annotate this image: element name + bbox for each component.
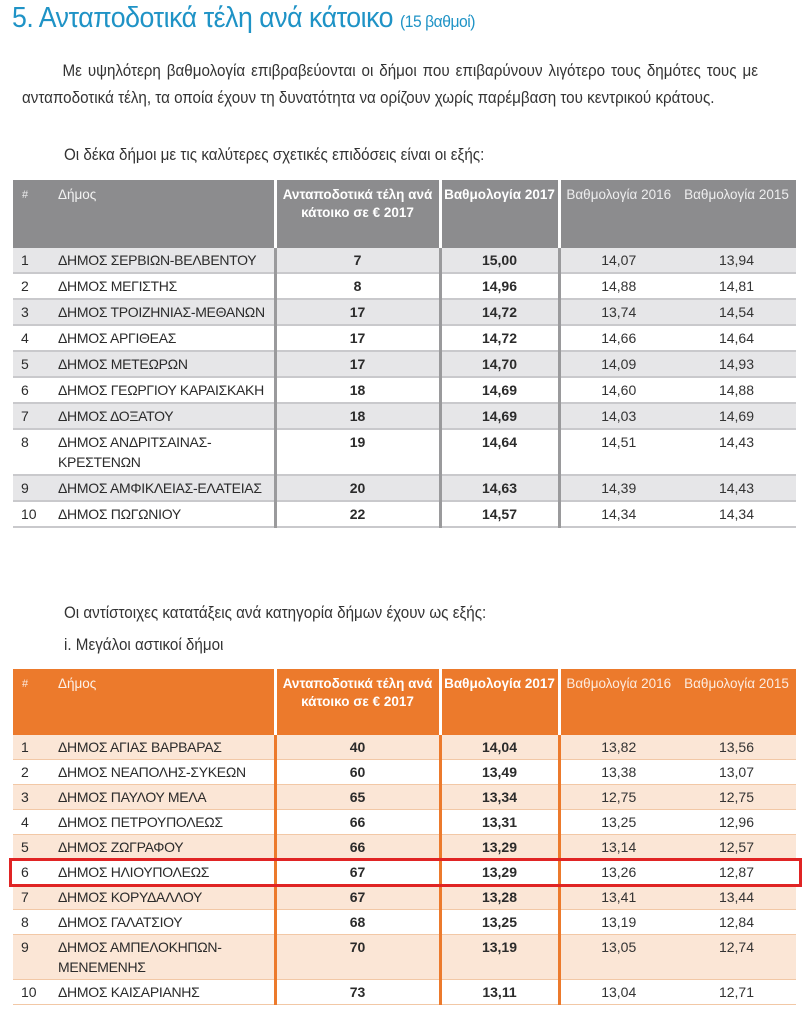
row-score-2016: 13,38 — [559, 760, 677, 785]
row-score-2016: 14,88 — [559, 273, 677, 299]
row-score-2015: 13,56 — [718, 739, 755, 755]
table-row — [13, 403, 796, 429]
row-score-2017: 14,69 — [440, 377, 559, 403]
row-fee: 66 — [275, 835, 440, 860]
table-row — [13, 501, 796, 527]
row-rank: 9 — [21, 480, 29, 496]
row-rank: 4 — [21, 330, 29, 346]
row-score-2015: 12,57 — [718, 839, 755, 855]
top-ten-lead: Οι δέκα δήμοι με τις καλύτερες σχετικές επιδόσεις είναι οι εξής: — [64, 146, 485, 164]
table-row — [13, 910, 796, 935]
table-row — [13, 429, 796, 475]
row-rank: 3 — [21, 304, 29, 320]
row-fee: 17 — [275, 351, 440, 377]
col-header-fee: Ανταποδοτικά τέλη ανά κάτοικο σε € 2017 — [275, 180, 440, 248]
row-score-2017: 13,34 — [440, 785, 559, 810]
row-fee: 7 — [275, 248, 440, 273]
row-score-2016: 14,34 — [559, 501, 677, 527]
col-header-score2016: Βαθμολογία 2016 — [559, 669, 677, 735]
row-score-2015: 12,75 — [718, 789, 755, 805]
table-header-row — [13, 180, 796, 248]
row-score-2015: 12,74 — [718, 939, 755, 955]
row-municipality: ΔΗΜΟΣ ΜΕΤΕΩΡΩΝ — [58, 356, 188, 372]
col-header-score2017: Βαθμολογία 2017 — [440, 180, 559, 248]
row-municipality: ΔΗΜΟΣ ΤΡΟΙΖΗΝΙΑΣ-ΜΕΘΑΝΩΝ — [58, 304, 265, 320]
top-ten-table — [13, 180, 796, 528]
row-score-2015: 14,64 — [718, 330, 755, 346]
row-score-2016: 13,82 — [559, 735, 677, 760]
table-row — [13, 810, 796, 835]
row-score-2016: 14,51 — [559, 429, 677, 475]
table-row-highlighted — [13, 860, 796, 885]
table-row — [13, 835, 796, 860]
row-fee: 73 — [275, 980, 440, 1005]
row-fee: 20 — [275, 475, 440, 501]
row-fee: 60 — [275, 760, 440, 785]
row-rank: 10 — [21, 984, 37, 1000]
row-municipality: ΔΗΜΟΣ ΠΩΓΩΝΙΟΥ — [58, 506, 181, 522]
row-municipality: ΔΗΜΟΣ ΔΟΞΑΤΟΥ — [58, 408, 174, 424]
row-municipality: ΔΗΜΟΣ ΑΜΠΕΛΟΚΗΠΩΝ-ΜΕΝΕΜΕΝΗΣ — [58, 939, 222, 975]
row-municipality: ΔΗΜΟΣ ΑΡΓΙΘΕΑΣ — [58, 330, 177, 346]
large-urban-table — [13, 669, 796, 1005]
section-points: (15 βαθμοί) — [400, 12, 476, 31]
row-score-2017: 13,19 — [440, 935, 559, 980]
row-score-2016: 13,74 — [559, 299, 677, 325]
col-header-score2015: Βαθμολογία 2015 — [684, 187, 789, 202]
row-rank: 6 — [21, 382, 29, 398]
row-score-2016: 13,14 — [559, 835, 677, 860]
row-rank: 2 — [21, 764, 29, 780]
col-header-name: Δήμος — [58, 187, 97, 202]
row-score-2017: 14,64 — [440, 429, 559, 475]
row-fee: 65 — [275, 785, 440, 810]
row-score-2017: 13,28 — [440, 885, 559, 910]
col-header-score2015: Βαθμολογία 2015 — [684, 676, 789, 691]
row-score-2017: 14,63 — [440, 475, 559, 501]
row-rank: 10 — [21, 506, 37, 522]
row-municipality: ΔΗΜΟΣ ΓΕΩΡΓΙΟΥ ΚΑΡΑΙΣΚΑΚΗ — [58, 382, 264, 398]
row-municipality: ΔΗΜΟΣ ΑΜΦΙΚΛΕΙΑΣ-ΕΛΑΤΕΙΑΣ — [58, 480, 262, 496]
table-row — [13, 735, 796, 760]
row-rank: 1 — [21, 739, 29, 755]
row-rank: 9 — [21, 939, 29, 955]
row-municipality: ΔΗΜΟΣ ΠΑΥΛΟΥ ΜΕΛΑ — [58, 789, 207, 805]
table-row — [13, 325, 796, 351]
row-municipality: ΔΗΜΟΣ ΜΕΓΙΣΤΗΣ — [58, 278, 177, 294]
row-score-2017: 14,70 — [440, 351, 559, 377]
category-lead: Οι αντίστοιχες κατατάξεις ανά κατηγορία δήμων έχουν ως εξής: — [64, 604, 487, 622]
row-municipality: ΔΗΜΟΣ ΑΓΙΑΣ ΒΑΡΒΑΡΑΣ — [58, 739, 222, 755]
row-fee: 18 — [275, 377, 440, 403]
row-score-2017: 14,72 — [440, 299, 559, 325]
row-rank: 7 — [21, 889, 29, 905]
row-municipality: ΔΗΜΟΣ ΚΟΡΥΔΑΛΛΟΥ — [58, 889, 203, 905]
row-score-2017: 15,00 — [440, 248, 559, 273]
row-score-2015: 13,94 — [718, 252, 755, 268]
row-municipality: ΔΗΜΟΣ ΣΕΡΒΙΩΝ-ΒΕΛΒΕΝΤΟΥ — [58, 252, 257, 268]
row-rank: 8 — [21, 434, 29, 450]
row-fee: 68 — [275, 910, 440, 935]
row-municipality: ΔΗΜΟΣ ΗΛΙΟΥΠΟΛΕΩΣ — [58, 864, 210, 880]
row-score-2015: 14,81 — [718, 278, 755, 294]
row-score-2016: 13,19 — [559, 910, 677, 935]
row-score-2017: 13,11 — [440, 980, 559, 1005]
row-score-2015: 12,96 — [718, 814, 755, 830]
row-fee: 8 — [275, 273, 440, 299]
row-score-2017: 14,72 — [440, 325, 559, 351]
row-score-2017: 13,49 — [440, 760, 559, 785]
row-municipality: ΔΗΜΟΣ ΚΑΙΣΑΡΙΑΝΗΣ — [58, 984, 200, 1000]
row-municipality: ΔΗΜΟΣ ΖΩΓΡΑΦΟΥ — [58, 839, 184, 855]
row-score-2017: 14,04 — [440, 735, 559, 760]
row-score-2015: 14,69 — [718, 408, 755, 424]
row-fee: 67 — [275, 860, 440, 885]
row-score-2015: 14,43 — [718, 434, 755, 450]
row-fee: 67 — [275, 885, 440, 910]
col-header-fee: Ανταποδοτικά τέλη ανά κάτοικο σε € 2017 — [275, 669, 440, 735]
section-title-text: 5. Ανταποδοτικά τέλη ανά κάτοικο — [12, 2, 394, 34]
row-municipality: ΔΗΜΟΣ ΝΕΑΠΟΛΗΣ-ΣΥΚΕΩΝ — [58, 764, 246, 780]
row-score-2017: 13,29 — [440, 835, 559, 860]
row-rank: 5 — [21, 356, 29, 372]
row-score-2016: 12,75 — [559, 785, 677, 810]
col-header-num: # — [22, 678, 29, 690]
table-row — [13, 273, 796, 299]
row-score-2016: 14,09 — [559, 351, 677, 377]
category-title: i. Μεγάλοι αστικοί δήμοι — [64, 636, 224, 654]
row-fee: 17 — [275, 325, 440, 351]
row-rank: 2 — [21, 278, 29, 294]
col-header-num: # — [22, 189, 29, 201]
row-score-2015: 12,84 — [718, 914, 755, 930]
table-row — [13, 248, 796, 273]
row-fee: 17 — [275, 299, 440, 325]
row-rank: 8 — [21, 914, 29, 930]
table-row — [13, 351, 796, 377]
section-title — [12, 2, 475, 35]
table-header-row — [13, 669, 796, 735]
row-score-2017: 14,57 — [440, 501, 559, 527]
row-municipality: ΔΗΜΟΣ ΓΑΛΑΤΣΙΟΥ — [58, 914, 183, 930]
row-score-2015: 14,88 — [718, 382, 755, 398]
table-row — [13, 475, 796, 501]
row-fee: 22 — [275, 501, 440, 527]
row-rank: 4 — [21, 814, 29, 830]
row-municipality: ΔΗΜΟΣ ΑΝΔΡΙΤΣΑΙΝΑΣ-ΚΡΕΣΤΕΝΩΝ — [58, 434, 212, 470]
row-score-2017: 13,31 — [440, 810, 559, 835]
row-score-2017: 13,25 — [440, 910, 559, 935]
row-score-2016: 14,03 — [559, 403, 677, 429]
row-fee: 18 — [275, 403, 440, 429]
row-rank: 1 — [21, 252, 29, 268]
table-row — [13, 935, 796, 980]
row-score-2015: 14,43 — [718, 480, 755, 496]
row-score-2016: 13,05 — [559, 935, 677, 980]
row-fee: 19 — [275, 429, 440, 475]
row-score-2015: 14,34 — [718, 506, 755, 522]
table-row — [13, 980, 796, 1005]
table-row — [13, 377, 796, 403]
col-header-name: Δήμος — [58, 676, 97, 691]
table-row — [13, 885, 796, 910]
row-rank: 7 — [21, 408, 29, 424]
row-rank: 3 — [21, 789, 29, 805]
row-municipality: ΔΗΜΟΣ ΠΕΤΡΟΥΠΟΛΕΩΣ — [58, 814, 223, 830]
row-score-2015: 14,93 — [718, 356, 755, 372]
table-row — [13, 760, 796, 785]
col-header-score2016: Βαθμολογία 2016 — [559, 180, 677, 248]
row-score-2016: 13,26 — [559, 860, 677, 885]
row-score-2016: 14,66 — [559, 325, 677, 351]
row-score-2017: 13,29 — [440, 860, 559, 885]
row-score-2017: 14,69 — [440, 403, 559, 429]
col-header-score2017: Βαθμολογία 2017 — [440, 669, 559, 735]
row-score-2016: 14,07 — [559, 248, 677, 273]
table-row — [13, 299, 796, 325]
row-score-2015: 12,71 — [718, 984, 755, 1000]
row-score-2015: 13,44 — [718, 889, 755, 905]
row-rank: 5 — [21, 839, 29, 855]
row-score-2016: 13,41 — [559, 885, 677, 910]
row-score-2015: 14,54 — [718, 304, 755, 320]
row-fee: 66 — [275, 810, 440, 835]
row-rank: 6 — [21, 864, 29, 880]
row-fee: 70 — [275, 935, 440, 980]
row-fee: 40 — [275, 735, 440, 760]
row-score-2016: 14,60 — [559, 377, 677, 403]
intro-paragraph: Με υψηλότερη βαθμολογία επιβραβεύονται οι δήμοι που επιβαρύνουν λιγότερο τους δημότες τους με ανταποδοτικά τέλη, τα οποία έχουν τη δυνατότητα να ορίζουν χωρίς παρέμβαση του κεντρικού κράτους. — [22, 62, 759, 107]
row-score-2016: 13,25 — [559, 810, 677, 835]
row-score-2015: 12,87 — [718, 864, 755, 880]
row-score-2016: 13,04 — [559, 980, 677, 1005]
table-row — [13, 785, 796, 810]
row-score-2016: 14,39 — [559, 475, 677, 501]
row-score-2017: 14,96 — [440, 273, 559, 299]
row-score-2015: 13,07 — [718, 764, 755, 780]
